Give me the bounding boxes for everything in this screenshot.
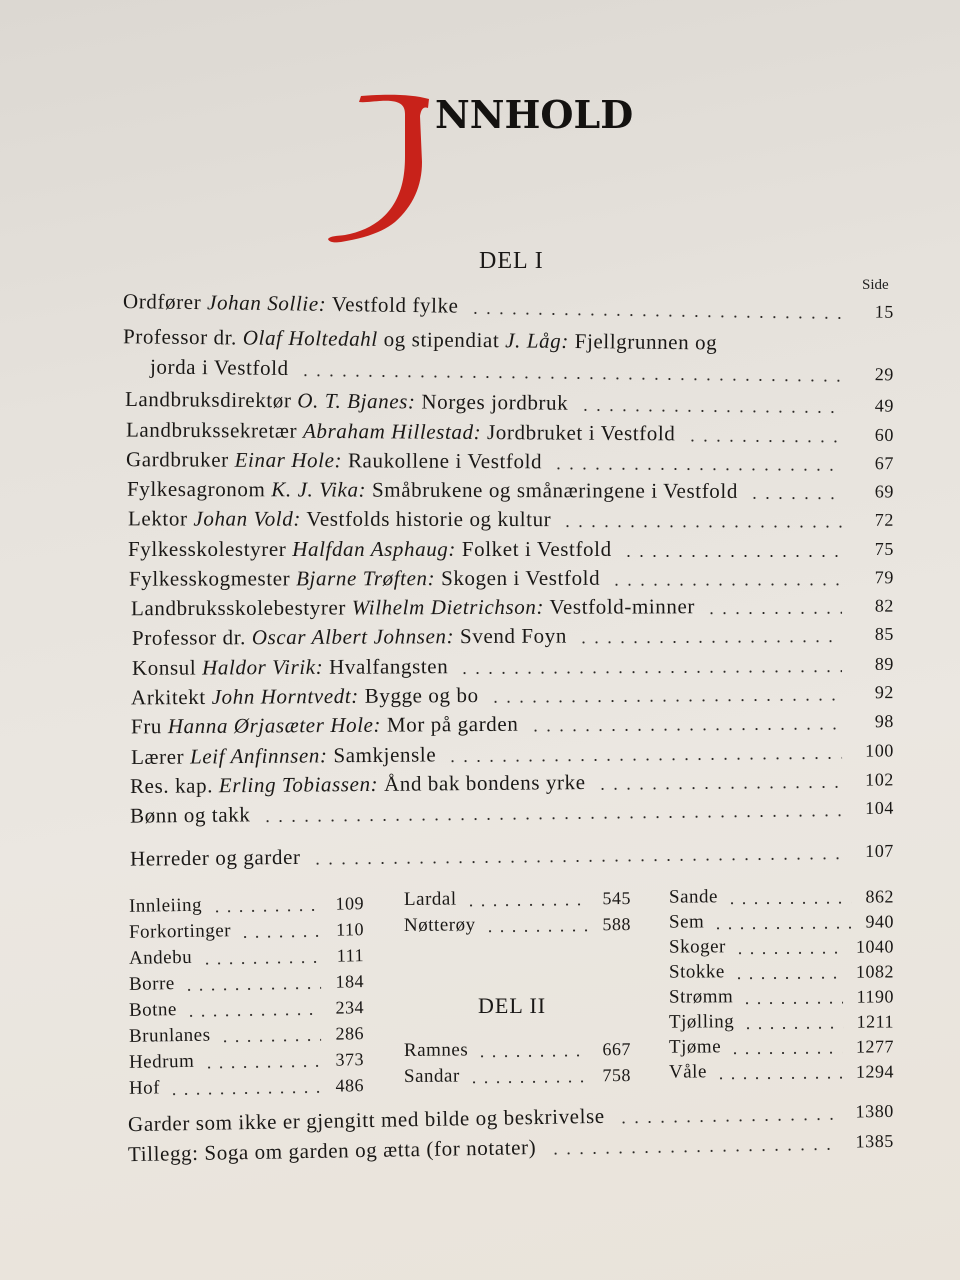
leader-dots — [468, 1080, 588, 1083]
leader-dots — [484, 929, 589, 932]
entry-text: jorda i Vestfold — [149, 354, 289, 380]
page-number: 107 — [865, 840, 895, 861]
page-number: 85 — [874, 623, 895, 644]
district-name: Innleiing — [128, 894, 203, 917]
district-name: Forkortinger — [128, 920, 232, 943]
author-name: Johan Sollie: — [206, 290, 327, 316]
entry-text: Lektor — [127, 506, 194, 531]
leader-dots — [240, 935, 322, 938]
district-entry — [129, 942, 364, 972]
leader-dots — [561, 525, 842, 527]
leader-dots — [458, 670, 842, 674]
entry-text: Konsul — [131, 655, 203, 680]
district-entry — [404, 911, 631, 939]
leader-dots — [726, 902, 851, 905]
leader-dots — [622, 555, 842, 557]
entry-text: Bygge og bo — [358, 683, 479, 708]
district-name: Våle — [668, 1061, 707, 1083]
author-name: Olaf Holtedahl — [242, 325, 378, 351]
district-name: Tjøme — [668, 1036, 722, 1058]
leader-dots — [712, 927, 851, 930]
leader-dots — [578, 409, 841, 413]
toc-entry — [0, 504, 960, 535]
district-page-number: 184 — [335, 971, 365, 992]
author-name: Oscar Albert Johnsen: — [251, 624, 455, 650]
del1-heading: DEL I — [479, 248, 544, 274]
district-entry — [129, 1046, 364, 1076]
author-name: Haldor Virik: — [202, 654, 324, 680]
page-number: 92 — [874, 682, 895, 703]
district-name: Andebu — [128, 946, 193, 969]
toc-entry-title — [126, 445, 542, 476]
toc-entry-title — [126, 416, 676, 449]
district-page-number: 1082 — [855, 961, 895, 982]
leader-dots — [185, 1013, 321, 1017]
district-entry — [669, 1058, 894, 1085]
leader-dots — [201, 961, 323, 965]
author-name: O. T. Bjanes: — [297, 388, 416, 414]
author-name: Wilhelm Dietrichson: — [351, 594, 545, 620]
footer-entry-title: Tillegg: Soga om garden og ætta (for notater) — [127, 1135, 537, 1167]
district-name: Skoger — [668, 936, 726, 958]
entry-text: og stipendiat — [377, 326, 506, 353]
district-name: Sandar — [403, 1065, 460, 1087]
district-name: Lardal — [403, 888, 457, 910]
entry-text: Lærer — [130, 744, 191, 770]
district-name: Brunlanes — [128, 1024, 211, 1047]
page-number: 15 — [874, 301, 895, 322]
district-page-number: 940 — [865, 911, 895, 932]
entry-text: Småbrukene og smånæringene i Vestfold — [366, 477, 738, 503]
toc-entry — [0, 563, 960, 594]
author-name: J. Låg: — [505, 328, 570, 353]
page-number: 1380 — [855, 1100, 895, 1122]
entry-text: Ånd bak bondens yrke — [378, 770, 586, 796]
toc-entry-title — [130, 800, 251, 830]
entry-text: Fylkesskogmester — [128, 566, 297, 591]
entry-text: Landbrukssekretær — [125, 417, 304, 443]
author-name: Halfdan Asphaug: — [292, 537, 457, 561]
entry-text: Gardbruker — [125, 447, 235, 472]
author-name: Leif Anfinnsen: — [189, 743, 328, 769]
district-page-number: 286 — [335, 1023, 365, 1044]
entry-text: Herreder og garder — [129, 844, 301, 871]
toc-entry — [0, 444, 960, 478]
leader-dots — [529, 727, 842, 731]
toc-entry-title — [128, 535, 612, 564]
district-page-number: 588 — [602, 914, 632, 935]
leader-dots — [465, 903, 588, 906]
district-entry — [129, 916, 364, 946]
district-entry — [129, 890, 364, 920]
leader-dots — [610, 583, 842, 585]
district-page-number: 234 — [335, 997, 365, 1018]
leader-dots — [617, 1118, 840, 1124]
entry-text: Hvalfangsten — [323, 654, 449, 679]
page-number: 1385 — [855, 1130, 895, 1152]
page-number: 104 — [865, 797, 895, 818]
leader-dots — [183, 987, 321, 991]
leader-dots — [211, 909, 322, 913]
district-page-number: 1040 — [855, 936, 895, 957]
author-name: Einar Hole: — [234, 447, 343, 473]
del2-heading: DEL II — [478, 993, 547, 1018]
leader-dots — [734, 952, 842, 955]
toc-entry-title — [132, 652, 448, 683]
district-name: Borre — [128, 973, 175, 995]
entry-text: Fru — [130, 714, 168, 739]
entry-text: Ordfører — [122, 289, 208, 315]
district-entry — [129, 1020, 364, 1050]
district-page-number: 667 — [602, 1039, 632, 1060]
district-name: Tjølling — [668, 1011, 735, 1033]
toc-entry — [0, 474, 960, 506]
leader-dots — [733, 977, 842, 980]
title-text: NNHOLD — [435, 92, 634, 137]
entry-text: Folket i Vestfold — [456, 537, 612, 561]
contents-title — [325, 90, 665, 250]
entry-text: Landbruksskolebestyrer — [130, 595, 352, 621]
toc-entry-title — [131, 592, 695, 623]
leader-dots — [261, 814, 842, 822]
district-name: Sande — [668, 886, 718, 908]
entry-text: Fjellgrunnen og — [568, 328, 718, 355]
author-name: Erling Tobiassen: — [218, 771, 379, 798]
entry-text: Bønn og takk — [129, 802, 251, 828]
leader-dots — [596, 786, 842, 790]
leader-dots — [729, 1052, 842, 1055]
district-entry — [129, 968, 364, 998]
district-entry — [669, 908, 894, 935]
leader-dots — [748, 497, 842, 499]
page-number: 60 — [874, 424, 895, 445]
leader-dots — [742, 1027, 842, 1030]
district-name: Strømm — [668, 986, 734, 1008]
district-name: Botne — [128, 999, 178, 1021]
toc-entry-title — [125, 385, 569, 418]
toc-entry — [0, 836, 960, 875]
district-entry — [669, 933, 894, 960]
district-entry — [669, 883, 894, 910]
toc-entry-title — [132, 622, 567, 653]
author-name: John Horntvedt: — [211, 683, 359, 709]
district-page-number: 1294 — [855, 1061, 895, 1082]
district-entry — [129, 994, 364, 1024]
district-name: Hof — [128, 1077, 161, 1099]
page-number: 82 — [874, 595, 895, 616]
district-page-number: 862 — [865, 886, 895, 907]
author-name: Johan Vold: — [193, 506, 301, 531]
entry-text: Skogen i Vestfold — [435, 565, 601, 591]
entry-text: Samkjensle — [327, 742, 437, 768]
leader-dots — [552, 467, 842, 471]
district-page-number: 1211 — [856, 1011, 895, 1032]
author-name: K. J. Vika: — [271, 477, 367, 502]
district-page-number: 110 — [335, 919, 365, 940]
district-name: Stokke — [668, 961, 725, 983]
district-entry — [669, 983, 894, 1010]
leader-dots — [489, 698, 842, 702]
entry-text: Mor på garden — [381, 711, 519, 737]
district-entry — [669, 958, 894, 985]
author-name: Bjarne Trøften: — [296, 566, 436, 591]
leader-dots — [203, 1065, 321, 1069]
leader-dots — [469, 312, 842, 319]
leader-dots — [311, 857, 842, 865]
entry-text: Vestfold-minner — [544, 594, 696, 619]
district-entry — [669, 1008, 894, 1035]
entry-text: Fylkesagronom — [126, 476, 272, 502]
district-page-number: 545 — [602, 888, 632, 909]
leader-dots — [549, 1148, 840, 1155]
entry-text: Vestfold fylke — [326, 291, 459, 318]
page-number: 89 — [874, 653, 895, 674]
district-entry — [404, 1036, 631, 1064]
page-number: 49 — [874, 395, 895, 416]
entry-text: Landbruksdirektør — [124, 386, 298, 413]
toc-entry — [0, 285, 960, 327]
district-page-number: 109 — [335, 893, 365, 914]
leader-dots — [715, 1077, 842, 1080]
leader-dots — [686, 439, 842, 442]
district-page-number: 486 — [335, 1075, 365, 1096]
toc-entry — [0, 591, 960, 623]
district-page-number: 1190 — [856, 986, 895, 1007]
author-name: Hanna Ørjasæter Hole: — [167, 712, 382, 739]
entry-text: Vestfolds historie og kultur — [300, 506, 552, 532]
leader-dots — [169, 1091, 322, 1095]
leader-dots — [741, 1002, 842, 1005]
district-page-number: 1277 — [855, 1036, 895, 1057]
entry-text: Jordbruket i Vestfold — [481, 420, 676, 446]
toc-entry-title — [150, 353, 289, 383]
leader-dots — [577, 640, 842, 643]
page-number: 102 — [865, 769, 895, 790]
leader-dots — [476, 1054, 588, 1057]
toc-entry-title — [131, 740, 436, 772]
leader-dots — [446, 757, 842, 762]
district-entry — [404, 1062, 631, 1090]
district-name: Nøtterøy — [403, 914, 476, 936]
toc-entry-title — [131, 710, 519, 742]
title-initial-text: J — [325, 90, 326, 91]
district-page-number: 758 — [602, 1065, 632, 1086]
page-number: 98 — [874, 711, 895, 732]
district-entry — [404, 885, 631, 913]
leader-dots — [299, 374, 842, 382]
page-number: 67 — [874, 453, 895, 474]
page-number: 79 — [874, 567, 895, 588]
entry-text: Professor dr. — [131, 625, 252, 650]
footer-entry-title: Garder som ikke er gjengitt med bilde og beskrivelse — [127, 1103, 605, 1137]
author-name: Abraham Hillestad: — [302, 418, 482, 445]
district-name: Ramnes — [403, 1039, 469, 1061]
toc-entry-title — [130, 768, 586, 801]
entry-text: Professor dr. — [122, 324, 243, 350]
entry-text: Svend Foyn — [454, 623, 568, 649]
toc-entry-title — [123, 322, 718, 357]
toc-entry-title — [128, 504, 551, 534]
entry-text: Res. kap. — [129, 773, 219, 799]
entry-text: Fylkesskolestyrer — [128, 537, 293, 561]
page-number: 72 — [874, 509, 895, 530]
toc-entry — [0, 535, 960, 564]
toc-entry-title — [131, 681, 479, 712]
page-number: 100 — [865, 740, 895, 761]
page-number: 29 — [874, 364, 895, 385]
district-page-number: 111 — [336, 945, 365, 966]
district-page-number: 373 — [335, 1049, 365, 1070]
red-initial-j — [325, 90, 445, 250]
toc-entry-title — [129, 564, 600, 594]
side-column-label: Side — [862, 277, 889, 293]
toc-entry-title — [127, 475, 738, 506]
district-entry — [129, 1072, 364, 1102]
district-name: Sem — [668, 911, 705, 933]
toc-entry — [0, 619, 960, 653]
leader-dots — [705, 612, 842, 614]
leader-dots — [219, 1039, 321, 1043]
entry-text: Raukollene i Vestfold — [342, 448, 543, 474]
entry-text: Norges jordbruk — [415, 389, 569, 415]
district-entry — [669, 1033, 894, 1060]
entry-text: Arkitekt — [130, 684, 212, 710]
district-name: Hedrum — [128, 1050, 195, 1073]
page-number: 69 — [874, 481, 895, 502]
toc-entry-title — [123, 287, 459, 321]
toc-entry-title — [130, 843, 301, 874]
page-number: 75 — [874, 539, 894, 559]
